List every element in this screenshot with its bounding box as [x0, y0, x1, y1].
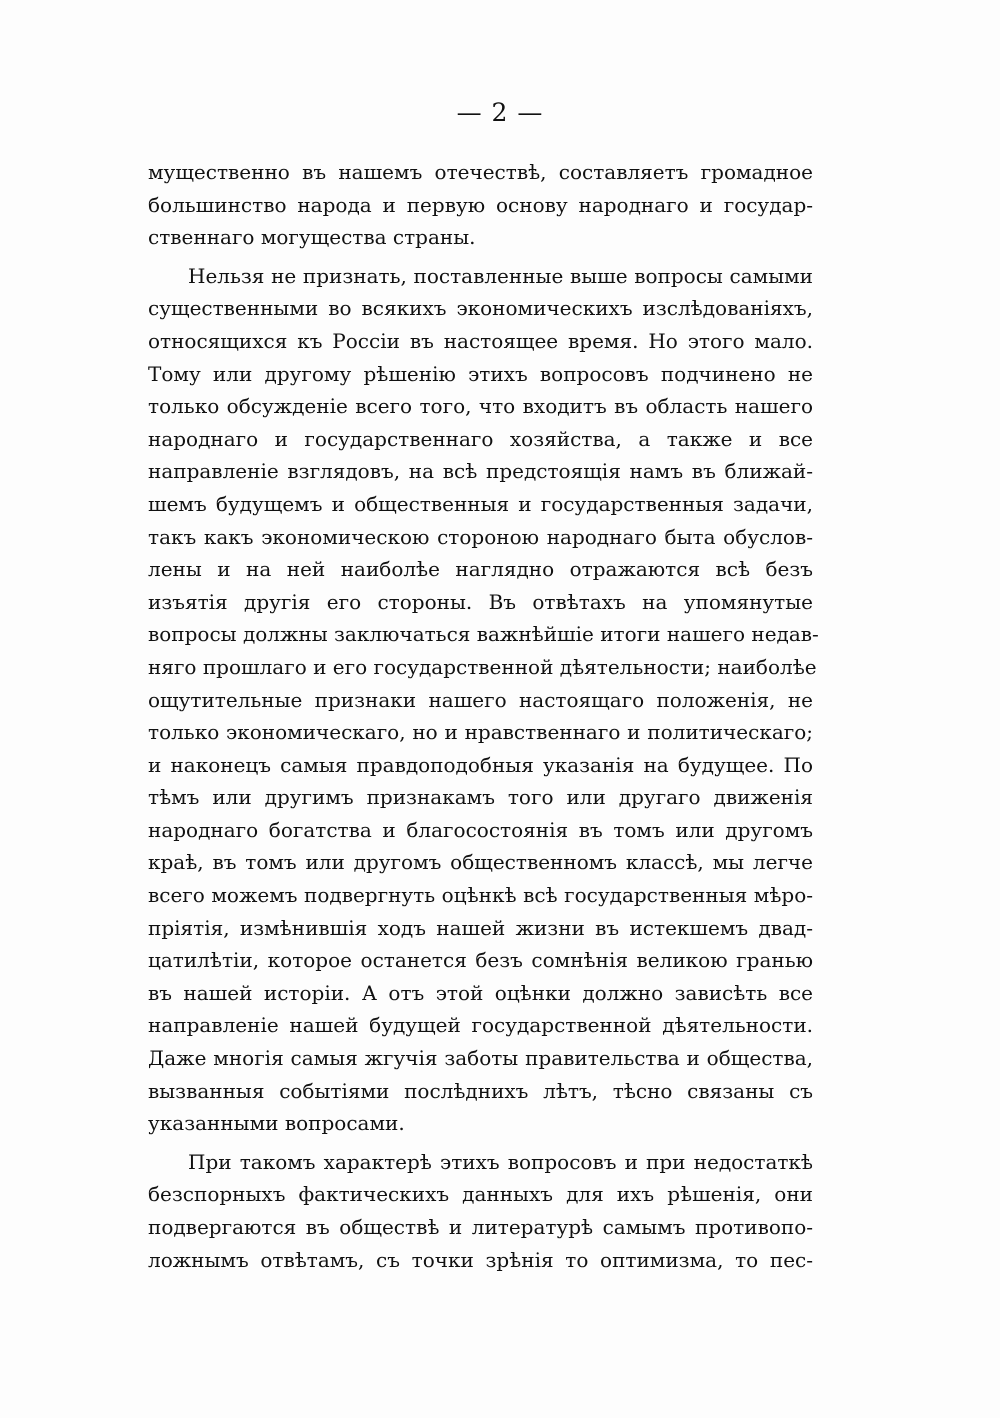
text-line: Нельзя не признать, поставленные выше вопросы самыми: [188, 263, 813, 288]
text-line: ственнаго могущества страны.: [148, 225, 476, 250]
text-line: указанными вопросами.: [148, 1111, 405, 1136]
text-line: большинство народа и первую основу народнаго и государ-: [148, 192, 813, 217]
page-number: — 2 —: [456, 98, 544, 127]
text-line: всего можемъ подвергнуть оцѣнкѣ всѣ государственныя мѣро-: [148, 883, 813, 908]
text-line: пріятія, измѣнившія ходъ нашей жизни въ истекшемъ двад-: [148, 915, 813, 940]
text-line: изъятія другія его стороны. Въ отвѣтахъ на упомянутые: [148, 589, 813, 614]
text-line: тѣмъ или другимъ признакамъ того или другаго движенія: [148, 785, 813, 810]
paragraph-2: [148, 260, 819, 1140]
text-line: только экономическаго, но и нравственнаго и политическаго;: [148, 720, 813, 745]
paragraph-1: [148, 156, 813, 254]
text-line: безспорныхъ фактическихъ данныхъ для ихъ рѣшенія, они: [148, 1182, 813, 1207]
body-text: [148, 156, 819, 1276]
text-line: народнаго богатства и благосостоянія въ томъ или другомъ: [148, 817, 813, 842]
text-line: няго прошлаго и его государственной дѣятельности; наиболѣе: [148, 654, 817, 679]
text-line: ложнымъ отвѣтамъ, съ точки зрѣнія то оптимизма, то пес-: [148, 1247, 813, 1272]
text-line: вопросы должны заключаться важнѣйшіе итоги нашего недав-: [148, 622, 819, 647]
text-line: Даже многія самыя жгучія заботы правительства и общества,: [148, 1046, 813, 1071]
paragraph-3: [148, 1146, 813, 1276]
text-line: существенными во всякихъ экономическихъ изслѣдованіяхъ,: [148, 296, 813, 321]
text-line: ощутительные признаки нашего настоящаго положенія, не: [148, 687, 813, 712]
text-line: лены и на ней наиболѣе наглядно отражаются всѣ безъ: [148, 557, 813, 582]
text-line: цатилѣтіи, которое останется безъ сомнѣнія великою гранью: [148, 948, 813, 973]
text-line: краѣ, въ томъ или другомъ общественномъ классѣ, мы легче: [148, 850, 813, 875]
text-line: подвергаются въ обществѣ и литературѣ самымъ противопо-: [148, 1215, 813, 1239]
text-line: мущественно въ нашемъ отечествѣ, составляетъ громадное: [148, 160, 813, 184]
text-line: такъ какъ экономическою стороною народнаго быта обуслов-: [148, 524, 813, 549]
text-line: Тому или другому рѣшенію этихъ вопросовъ подчинено не: [148, 361, 813, 386]
text-line: и наконецъ самыя правдоподобныя указанія на будущее. По: [148, 752, 813, 777]
text-line: въ нашей исторіи. А отъ этой оцѣнки должно зависѣть все: [148, 980, 813, 1005]
text-line: только обсужденіе всего того, что входитъ въ область нашего: [148, 394, 813, 419]
text-line: шемъ будущемъ и общественныя и государственныя задачи,: [148, 491, 813, 516]
text-line: вызванныя событіями послѣднихъ лѣтъ, тѣсно связаны съ: [148, 1078, 813, 1103]
text-line: При такомъ характерѣ этихъ вопросовъ и при недостаткѣ: [188, 1149, 813, 1174]
text-line: относящихся къ Россіи въ настоящее время. Но этого мало.: [148, 328, 813, 353]
text-line: народнаго и государственнаго хозяйства, а также и все: [148, 426, 813, 451]
text-line: направленіе взглядовъ, на всѣ предстоящія намъ въ ближай-: [148, 459, 813, 484]
text-line: направленіе нашей будущей государственной дѣятельности.: [148, 1013, 813, 1038]
